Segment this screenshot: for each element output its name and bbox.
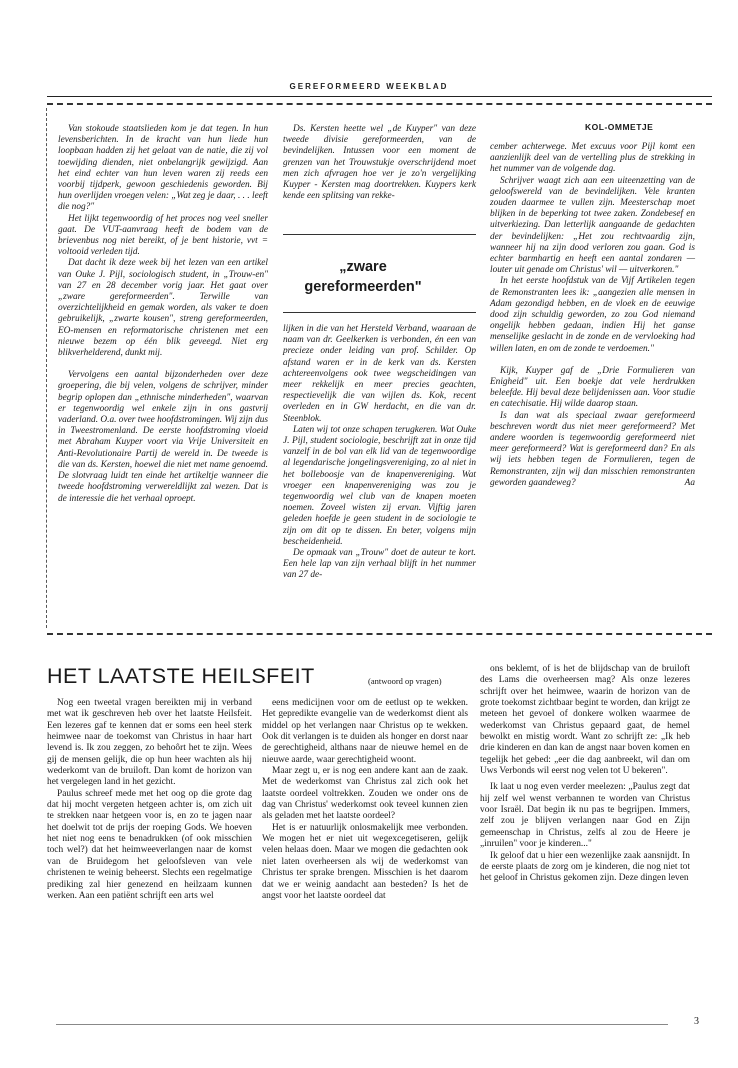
box-paragraph: Kijk, Kuyper gaf de „Drie Formulieren van Enigheid" uit. Een boekje dat vele herdrukken beleefde. Hij beval deze belijdenissen aan. Voor studie en catechisatie. Hij wilde daarop staan. <box>490 365 695 410</box>
box-column-2-top <box>283 124 476 202</box>
article-paragraph: Paulus schreef mede met het oog op die grote dag dat hij mocht vergeten hetgeen achter is, om zich uit te strekken naar hetgeen voor is, en zo te jagen naar het doelwit tot de prijs der roeping Gods. We hoeven het niet nog eens te benadrukken (of ook misschien toch wel?) dat het heimweeverlangen naar de komst van de Bruidegom het geloofsleven van vele christenen te weinig beheerst. Slechts een regelmatige prediking zal hier genezend en heilzaam kunnen werken. Aan een patiënt schrijft een arts wel <box>47 788 252 901</box>
footer-rule <box>56 1024 668 1025</box>
page-number: 3 <box>694 1016 699 1027</box>
title-rule-bottom <box>283 312 476 313</box>
article-paragraph: ons beklemt, of is het de blijdschap van de bruiloft des Lams die overheersen mag? Als onze lezeres schrijft over het heimwee, waarin de horizon van de grote toekomst zichtbaar begint te worden, dan krijgt ze meteen het gevoel of donkere wolken waarmee de wederkomst van Christus gepaard gaat, de hemel bewolkt en mistig wordt. Want zo schrijft ze: „Ik heb drie kinderen en dan kan de angst naar boven komen en tegelijk het gebed: „eer die dag aanbreekt, wil dan om Uws Verbonds wil eerst nog velen tot U bekeren". <box>480 664 690 777</box>
article-paragraph: Het is er natuurlijk onlosmakelijk mee verbonden. We mogen het er niet uit wegexcegetiseren, gelijk velen helaas doen. Maar we mogen die gedachten ook niet laten overheersen als wij de wederkomst van Christus ter sprake brengen. Misschien is het daarom dat we er weinig aandacht aan besteden? Is het de angst voor het laatste oordeel dat <box>262 822 468 901</box>
box-column-1 <box>58 124 268 505</box>
box-title: „zware gereformeerden" <box>304 259 422 295</box>
article-paragraph: Ik laat u nog even verder meelezen: „Paulus zegt dat hij zelf wel wenst verbannen te worden van Christus voor Israël. Dat begin ik nu pas te begrijpen. Immers, zelf zou je blijven verlangen naar God en Zijn gemeenschap in Christus, zelfs al zou de Heere je „inruilen" voor je kinderen..." <box>480 782 690 850</box>
box-paragraph: Ds. Kersten heette wel „de Kuyper" van deze tweede divisie gereformeerden, van de bevindelijken. Intussen voor een moment de grenzen van het Trouwstukje overschrijdend moet men zich afvragen hoe ver je zo'n vergelijking Kuyper - Kersten mag doortrekken. Kuypers kerk kende een splitsing van rekke- <box>283 124 476 202</box>
title-rule-top <box>283 234 476 235</box>
article-column-3 <box>480 664 690 885</box>
box-paragraph: Schrijver waagt zich aan een uiteenzetting van de geloofswereld van de bevindelijken. Vele kranten zouden daarmee te vullen zijn. Meesterschap moet blijken in de beperking tot twee zaken. Zondebesef en uitverkiezing. Dan letterlijk aangaande de gedachten der bevindelijken: „Het zou rechtvaardig zijn, wanneer hij na zijn dood verloren zou gaan. God is echter barmhartig en heeft een aantal zondaren — louter uit genade om Christus' wil — uitverkoren." <box>490 175 695 276</box>
box-paragraph: De opmaak van „Trouw" doet de auteur te kort. Een hele lap van zijn verhaal blijft in het nummer van 27 de- <box>283 548 476 581</box>
box-paragraph: Vervolgens een aantal bijzonderheden over deze groepering, die bij velen, volgens de schrijver, minder begrip oplopen dan „ethnische minderheden", waarvan er tegenwoordig wel enkele zijn in ons gastvrij vaderland. O.a. over twee hoofdstromingen. Wij zijn dus in Tweestromenland. De eerste hoofdstroming vloeid met Abraham Kuyper voort via Vrije Universiteit en Anti-Revolutionaire Partij de wereld in. De tweede is die van ds. Kersten, hoewel die niet met name genoemd. De slotvraag luidt ten einde het artikeltje wanneer die tweede hoofdstroming verwereldlijkt zal wezen. Dat is de interessie die het verhaal oproept. <box>58 370 268 504</box>
author-signature: Aa <box>684 477 695 488</box>
box-paragraph: Het lijkt tegenwoordig of het proces nog veel sneller gaat. De VUT-aanvraag heeft de bodem van de brievenbus nog niet bereikt, of je bent historie, vvt = voltooid verleden tijd. <box>58 213 268 258</box>
box-paragraph-text: Is dan wat als speciaal zwaar gereformeerd beschreven wordt dus niet meer gereformeerd? Met andere woorden is tegenwoordig gereformeerd niet meer gereformeerd? Wat is gereformeerd dan? En als wij iets hebben tegen de Formulieren, tegen de Remonstranten, zijn wij dan misschien remonstranten geworden gaandeweg? <box>490 410 695 488</box>
article-paragraph: Nog een tweetal vragen bereikten mij in verband met wat ik geschreven heb over het laatste Heilsfeit. Een lezeres gaf te kennen dat er soms een heel sterk heimwee naar de toekomst van Christus in haar hart levend is. Ik zou zeggen, zo behoôrt het te zijn. Wees gij de mensen gelijk, die op hun heer wachten als hij wederkomt van de bruiloft. Dan komt de horizon van het vergelegen land in het gezicht. <box>47 698 252 788</box>
article-title: HET LAATSTE HEILSFEIT <box>47 664 315 688</box>
header-rule <box>47 96 712 97</box>
box-paragraph: In het eerste hoofdstuk van de Vijf Artikelen tegen de Remonstranten lees ik: „aangezien alle mensen in Adam gezondigd hebben, en de vloek en de eeuwige dood zijn schuldig geworden, zo zou God niemand ongelijk hebben gedaan, indien Hij het ganse menselijke geslacht in de zonde en de vervloeking had willen laten, en om de zonde te verdoemen." <box>490 276 695 354</box>
article-subtitle: (antwoord op vragen) <box>368 676 442 686</box>
box-column-2-bottom <box>283 324 476 582</box>
box-column-3 <box>490 142 695 489</box>
box-left-border <box>46 108 47 628</box>
article-column-1 <box>47 698 252 902</box>
running-head: GEREFORMEERD WEEKBLAD <box>289 82 449 91</box>
box-paragraph: lijken in die van het Hersteld Verband, waaraan de naam van dr. Geelkerken is verbonden, én een van precieze onder leiding van prof. Schilder. Op afstand waren er in de kerk van ds. Kersten achtereenvolgens ook twee wegscheidingen van meer rekkelijk en meer precies geachten, respectievelijk die van wijlen ds. Kok, recent overleden en in GW herdacht, en die van dr. Steenblok. <box>283 324 476 424</box>
box-paragraph: Dat dacht ik deze week bij het lezen van een artikel van Ouke J. Pijl, sociologisch student, in „Trouw-en" van 27 en 28 december vorig jaar. Het gaat over „zware gereformeerden". Terwille van overzichtelijkheid en gemak worden, als vaker te doen gebruikelijk, „zwarte kousen", streng gereformeerden, EO-mensen en reformatorische christenen met een nieuwe bezem op één blik geveegd. Niet erg blikverhelderend, dunkt mij. <box>58 258 268 359</box>
box-paragraph <box>490 411 695 489</box>
article-paragraph: Ik geloof dat u hier een wezenlijke zaak aansnijdt. In de eerste plaats de zorg om je kinderen, die nog niet tot het geloof in Christus gekomen zijn. Deze dingen leven <box>480 850 690 884</box>
article-column-2 <box>262 698 468 902</box>
box-paragraph: Laten wij tot onze schapen terugkeren. Wat Ouke J. Pijl, student sociologie, beschrijft zat in onze tijd vanzelf in de bol van elk lid van de tegenwoordige al legendarische jongelingsvereniging, zo al niet in het bolleboosje van de knapenvereniging. Wat vroeger een knapenvereniging was zou je tegenwoordig wel club van de knapen moeten noemen. Zoveel wisten zij ervan. Vijftig jaren geleden hoefde je geen student in de sociologie te zijn om dit op te dissen. En beter, volgens mijn bescheidenheid. <box>283 424 476 547</box>
box-paragraph: Van stokoude staatslieden kom je dat tegen. In hun levensberichten. In de kracht van hun liede hun loopbaan hadden zij het gelaat van de natie, die zij vol toewijding dienden, niet onbelangrijk gewijzigd. Aan het eind echter van hun leven waren zij reeds een voorbij tijdperk, gewoon geschiedenis geworden. Bij hun overlijden vroegen velen: „Wat zeg je daar, . . . leeft die nog?" <box>58 124 268 213</box>
column-label: KOL-OMMETJE <box>585 122 654 132</box>
box-paragraph: cember achterwege. Met excuus voor Pijl komt een aanzienlijk deel van de vertelling plus de strekking in het nummer van de volgende dag. <box>490 142 695 175</box>
article-paragraph: Maar zegt u, er is nog een andere kant aan de zaak. Met de wederkomst van Christus zal zich ook het laatste oordeel voltrekken. Zouden we onder ons de dag van Christus' wederkomst ook teveel kunnen zien als geladen met het laatste oordeel? <box>262 766 468 822</box>
article-paragraph: eens medicijnen voor om de eetlust op te wekken. Het gepredikte evangelie van de wederkomst dient als middel op het verlangen naar Christus op te wekken. Ook dit verlangen is te duiden als honger en dorst naar de gerechtigheid, althans naar de nieuwe hemel en de nieuwe aarde, waar gerechtigheid woont. <box>262 698 468 765</box>
